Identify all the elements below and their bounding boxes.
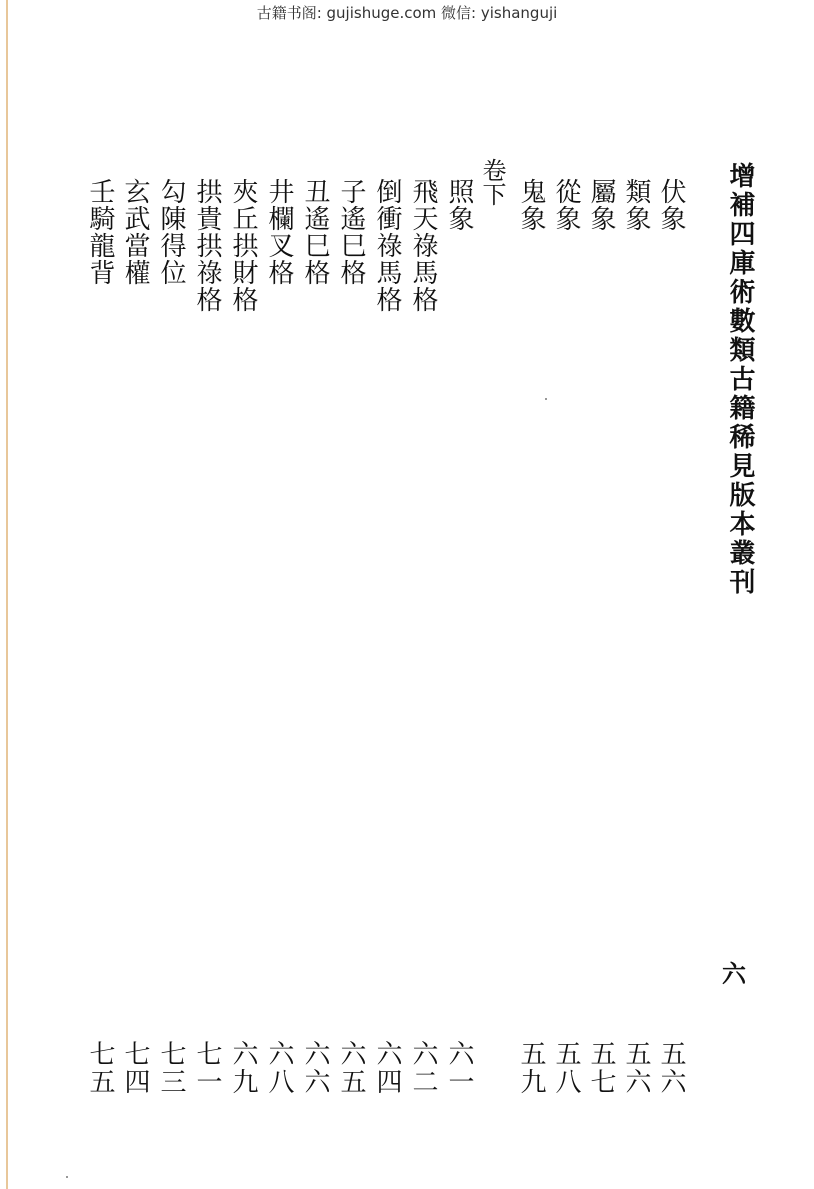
toc-entry-page: 七四	[120, 1040, 150, 1096]
toc-entry-page: 五六	[621, 1040, 651, 1096]
toc-entry-title: 伏象	[656, 178, 686, 232]
toc-entry-title: 玄武當權	[120, 178, 150, 286]
toc-entry-page: 五九	[516, 1040, 546, 1096]
scan-speck	[545, 398, 547, 400]
toc-entry-title: 鬼象	[516, 178, 546, 232]
toc-entry-page: 五六	[656, 1040, 686, 1096]
toc-entry-page: 六九	[228, 1040, 258, 1096]
toc-entry-title: 壬騎龍背	[85, 178, 115, 286]
toc-entry-page: 七一	[192, 1040, 222, 1096]
toc-entry-title: 飛天祿馬格	[408, 178, 438, 313]
toc-entry-title: 丑遙巳格	[300, 178, 330, 286]
toc-entry-page: 六二	[408, 1040, 438, 1096]
scan-speck	[66, 1176, 68, 1178]
toc-entry-title: 倒衝祿馬格	[372, 178, 402, 313]
toc-entry-page: 七三	[156, 1040, 186, 1096]
toc-entry-page: 六四	[372, 1040, 402, 1096]
toc-entry-page: 六六	[300, 1040, 330, 1096]
toc-entry-page: 六一	[444, 1040, 474, 1096]
toc-entry-page: 五八	[551, 1040, 581, 1096]
toc-entry-title: 從象	[551, 178, 581, 232]
toc-entry-title: 勾陳得位	[156, 178, 186, 286]
folio-number: 六	[722, 959, 746, 988]
page-edge-rule	[6, 0, 8, 1189]
toc-entry-page: 五七	[586, 1040, 616, 1096]
toc-entry-title: 照象	[444, 178, 474, 232]
toc-entry-title: 夾丘拱財格	[228, 178, 258, 313]
watermark: 古籍书阁: gujishuge.com 微信: yishanguji	[256, 4, 558, 22]
toc-entry-title: 屬象	[586, 178, 616, 232]
toc-entry-title: 子遙巳格	[336, 178, 366, 286]
toc-entry-page: 六八	[264, 1040, 294, 1096]
toc-entry-title: 井欄叉格	[264, 178, 294, 286]
toc-entry-page: 七五	[85, 1040, 115, 1096]
toc-entry-title: 類象	[621, 178, 651, 232]
section-header: 卷下	[478, 158, 506, 206]
toc-entry-page: 六五	[336, 1040, 366, 1096]
series-title: 增補四庫術數類古籍稀見版本叢刊	[725, 162, 755, 597]
toc-entry-title: 拱貴拱祿格	[192, 178, 222, 313]
